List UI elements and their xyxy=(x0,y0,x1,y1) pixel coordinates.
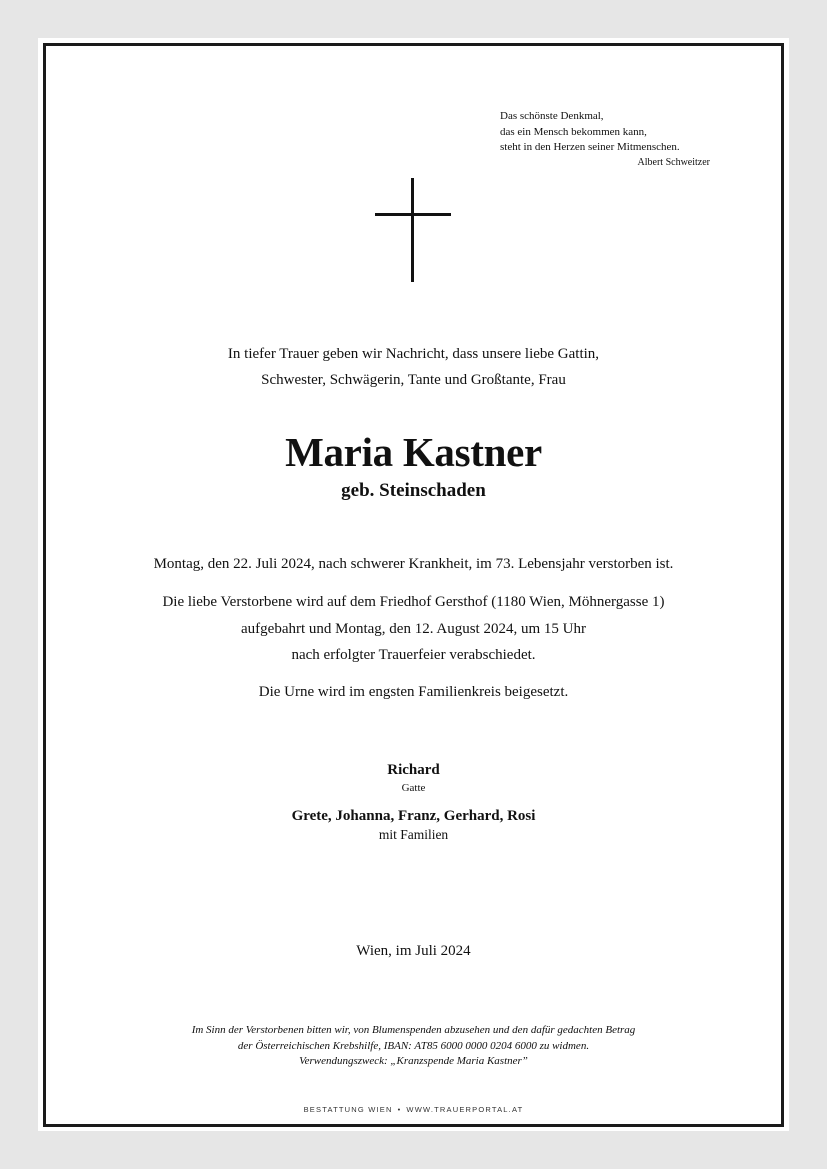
funeral-details xyxy=(43,589,784,669)
deceased-maiden-name: geb. Steinschaden xyxy=(341,480,486,501)
intro-line: Schwester, Schwägerin, Tante und Großtante, Frau xyxy=(261,372,566,388)
mourner-role: Gatte xyxy=(401,782,426,794)
footer-credit xyxy=(43,1104,784,1116)
death-notice: Montag, den 22. Juli 2024, nach schwerer Krankheit, im 73. Lebensjahr verstorben ist. xyxy=(153,556,674,572)
quote-line: das ein Mensch bekommen kann, xyxy=(500,125,647,138)
mourner-entry xyxy=(43,806,784,843)
donation-line: Im Sinn der Verstorbenen bitten wir, von Blumenspenden abzusehen und den dafür gedachten Betrag xyxy=(191,1024,636,1036)
footer-separator: • xyxy=(397,1105,402,1114)
quote-line: steht in den Herzen seiner Mitmenschen. xyxy=(500,141,680,153)
cross-vertical-bar xyxy=(411,178,414,282)
donation-request xyxy=(43,1023,784,1070)
donation-line: Verwendungszweck: „Kranzspende Maria Kastner” xyxy=(299,1055,528,1067)
mourner-role: mit Familien xyxy=(378,827,449,842)
place-and-date: Wien, im Juli 2024 xyxy=(356,943,471,959)
quote-author: Albert Schweitzer xyxy=(637,156,710,168)
donation-line: der Österreichischen Krebshilfe, IBAN: AT85 6000 0000 0204 6000 zu widmen. xyxy=(237,1039,590,1052)
funeral-line: aufgebahrt und Montag, den 12. August 2024, um 15 Uhr xyxy=(241,620,586,637)
intro-line: In tiefer Trauer geben wir Nachricht, dass unsere liebe Gattin, xyxy=(227,346,600,362)
footer-company: BESTATTUNG WIEN xyxy=(303,1105,393,1114)
mourner-name: Richard xyxy=(387,762,440,778)
cross-icon xyxy=(375,178,451,282)
epigraph-quote xyxy=(500,109,710,170)
mourner-entry xyxy=(43,760,784,796)
mourner-name: Grete, Johanna, Franz, Gerhard, Rosi xyxy=(291,808,536,824)
deceased-name: Maria Kastner xyxy=(285,429,542,475)
intro-text xyxy=(43,341,784,393)
funeral-line: nach erfolgter Trauerfeier verabschiedet. xyxy=(291,647,536,663)
quote-line: Das schönste Denkmal, xyxy=(500,110,604,122)
urn-notice: Die Urne wird im engsten Familienkreis beigesetzt. xyxy=(258,684,569,700)
cross-horizontal-bar xyxy=(375,213,451,216)
footer-website: WWW.TRAUERPORTAL.AT xyxy=(406,1105,524,1114)
funeral-line: Die liebe Verstorbene wird auf dem Friedhof Gersthof (1180 Wien, Möhnergasse 1) xyxy=(162,594,665,610)
